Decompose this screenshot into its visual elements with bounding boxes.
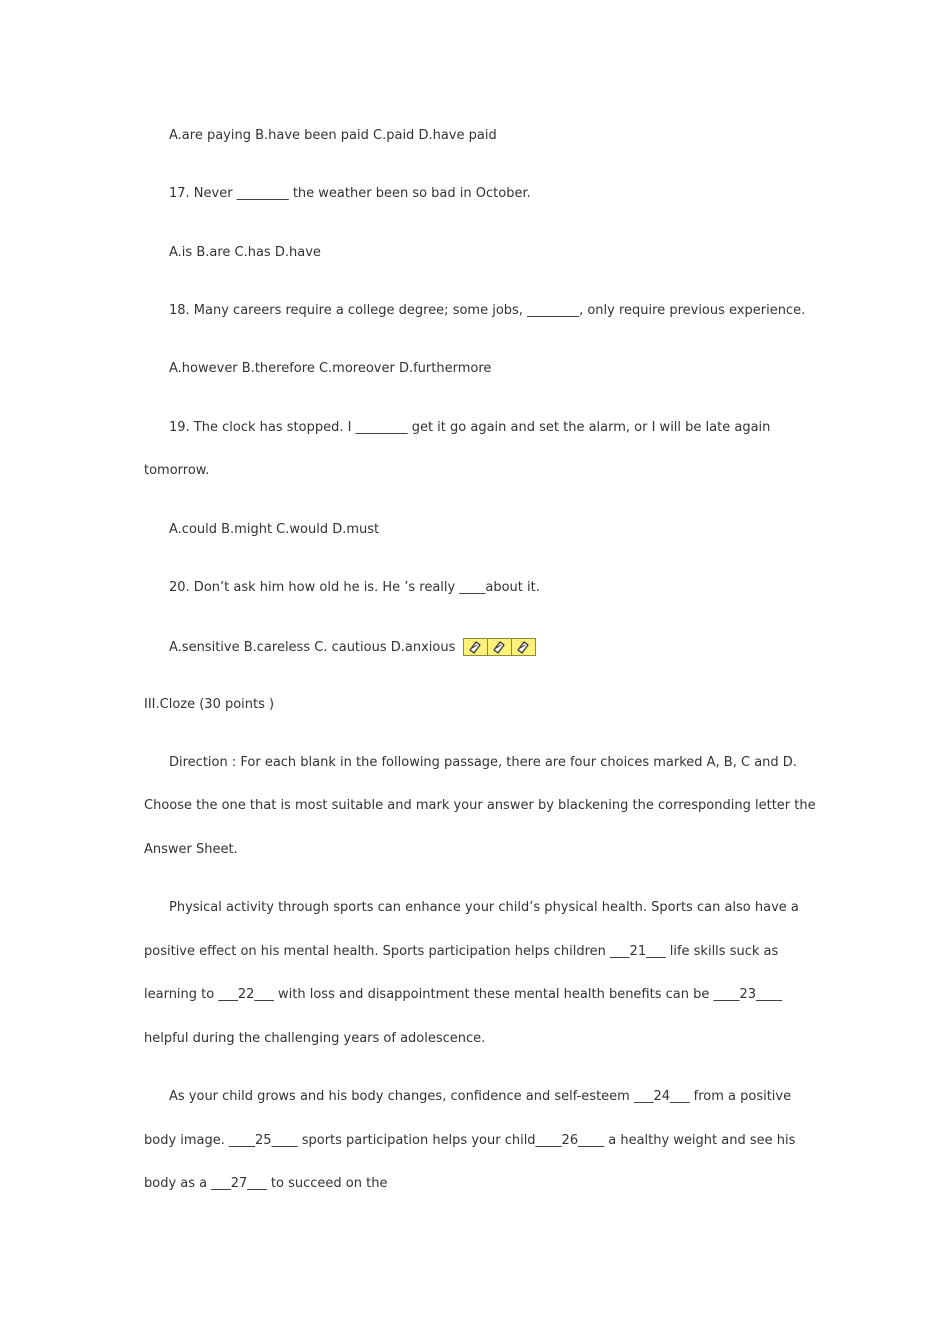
q19-stem-continued: tomorrow. [144,463,210,478]
q16-options: A.are paying B.have been paid C.paid D.have paid [169,128,497,143]
passage-p2-line-3: body as a ___27___ to succeed on the [144,1176,388,1191]
q19-options: A.could B.might C.would D.must [169,522,380,537]
q19-stem: 19. The clock has stopped. I ________ get it go again and set the alarm, or I will be late again [169,420,771,435]
passage-p2-line-2: body image. ____25____ sports participation helps your child____26____ a healthy weight and see his [144,1133,796,1148]
yellow-stamp-icon [488,639,512,655]
direction-line-2: Choose the one that is most suitable and mark your answer by blackening the corresponding letter the [144,798,816,813]
passage-p1-line-3: learning to ___22___ with loss and disappointment these mental health benefits can be ____23____ [144,987,783,1002]
direction-line-3: Answer Sheet. [144,842,238,857]
q18-stem: 18. Many careers require a college degree; some jobs, ________, only require previous experience. [169,303,806,318]
q17-options: A.is B.are C.has D.have [169,245,321,260]
q20-options-row [169,638,536,657]
direction-line-1: Direction : For each blank in the following passage, there are four choices marked A, B, C and D. [169,755,797,770]
section-heading-cloze: III.Cloze (30 points ) [144,697,275,712]
q18-options: A.however B.therefore C.moreover D.furthermore [169,361,492,376]
passage-p1-line-4: helpful during the challenging years of adolescence. [144,1031,486,1046]
yellow-stamp-icon [512,639,535,655]
q20-stem: 20. Don’t ask him how old he is. He ’s really ____about it. [169,580,540,595]
yellow-stamp-icon [464,639,488,655]
passage-p1-line-1: Physical activity through sports can enhance your child’s physical health. Sports can also have a [169,900,799,915]
passage-p2-line-1: As your child grows and his body changes, confidence and self-esteem ___24___ from a positive [169,1089,792,1104]
q17-stem: 17. Never ________ the weather been so bad in October. [169,186,531,201]
passage-p1-line-2: positive effect on his mental health. Sports participation helps children ___21___ life skills suck as [144,944,779,959]
q20-options: A.sensitive B.careless C. cautious D.anxious [169,640,456,655]
stamp-group [463,638,536,656]
